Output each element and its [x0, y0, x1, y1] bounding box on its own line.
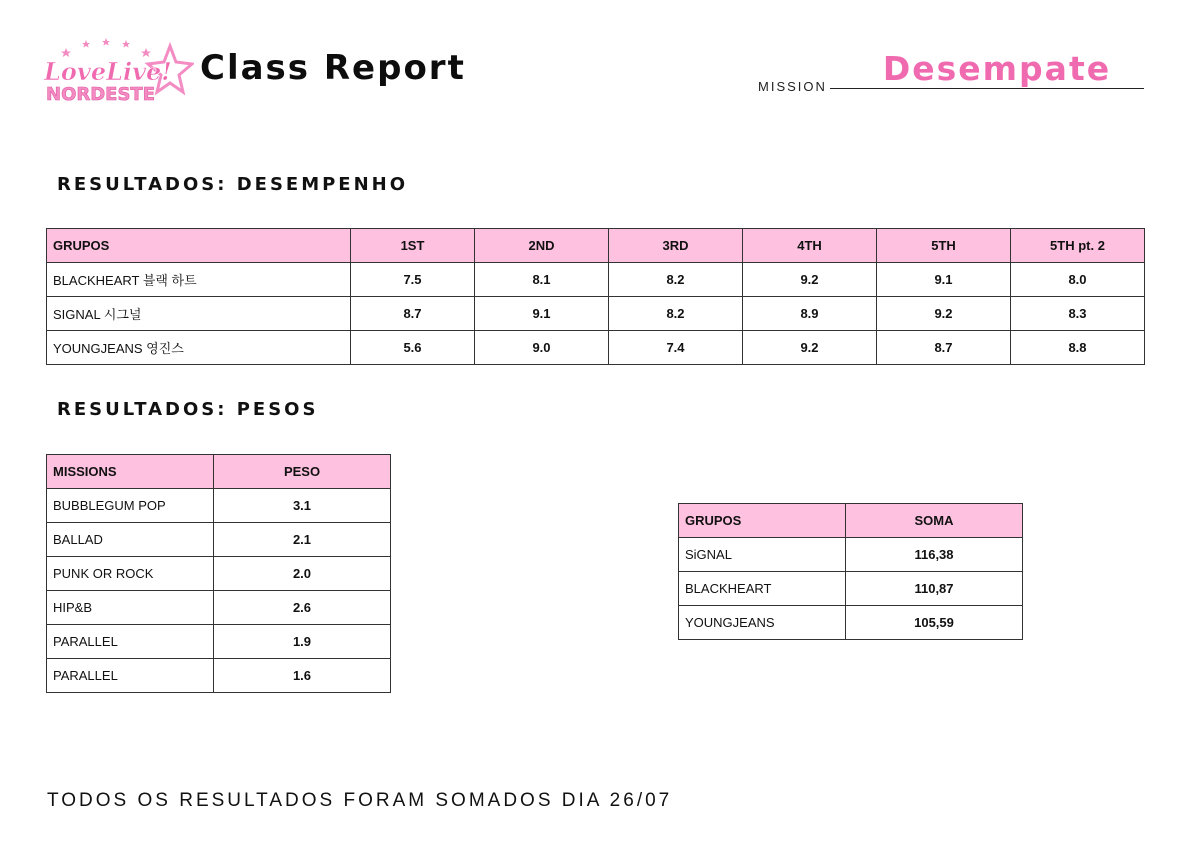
column-header: 3RD: [609, 229, 743, 263]
column-header: 1ST: [351, 229, 475, 263]
score-cell: 8.2: [609, 297, 743, 331]
peso-cell: 1.9: [214, 625, 391, 659]
table-header-row: [47, 455, 391, 489]
score-cell: 8.0: [1011, 263, 1145, 297]
score-cell: 8.2: [609, 263, 743, 297]
page-title: Class Report: [200, 48, 466, 88]
score-cell: 8.7: [351, 297, 475, 331]
score-cell: 8.8: [1011, 331, 1145, 365]
star-icon: [61, 48, 71, 57]
column-header: SOMA: [846, 504, 1023, 538]
table-row: [679, 538, 1023, 572]
column-header: 5TH pt. 2: [1011, 229, 1145, 263]
peso-cell: 2.1: [214, 523, 391, 557]
group-name: SiGNAL: [679, 538, 846, 572]
column-header: GRUPOS: [47, 229, 351, 263]
score-cell: 7.5: [351, 263, 475, 297]
table-row: [47, 263, 1145, 297]
table-row: [47, 523, 391, 557]
star-icon: [122, 40, 130, 48]
lovelive-nordeste-logo: [42, 34, 194, 104]
group-name: YOUNGJEANS: [679, 606, 846, 640]
logo-line1: LoveLive!: [44, 57, 172, 86]
mission-name: PARALLEL: [47, 659, 214, 693]
table-header-row: [47, 229, 1145, 263]
mission-name: HIP&B: [47, 591, 214, 625]
score-cell: 9.2: [743, 331, 877, 365]
star-icon: [82, 40, 90, 48]
peso-cell: 2.6: [214, 591, 391, 625]
table-header-row: [679, 504, 1023, 538]
logo-line2: NORDESTE: [46, 84, 156, 104]
score-cell: 9.1: [475, 297, 609, 331]
column-header: MISSIONS: [47, 455, 214, 489]
column-header: 4TH: [743, 229, 877, 263]
score-cell: 9.2: [743, 263, 877, 297]
score-cell: 5.6: [351, 331, 475, 365]
table-row: [47, 591, 391, 625]
table-row: [47, 557, 391, 591]
mission-name: PUNK OR ROCK: [47, 557, 214, 591]
star-icon: [141, 48, 151, 57]
mission-name: BALLAD: [47, 523, 214, 557]
group-name: BLACKHEART 블랙 하트: [47, 263, 351, 297]
score-cell: 9.2: [877, 297, 1011, 331]
score-cell: 8.7: [877, 331, 1011, 365]
pesos-table: [46, 454, 391, 693]
section-heading-pesos: RESULTADOS: PESOS: [57, 399, 319, 420]
peso-cell: 3.1: [214, 489, 391, 523]
score-cell: 8.3: [1011, 297, 1145, 331]
mission-value: Desempate: [882, 49, 1112, 88]
soma-cell: 105,59: [846, 606, 1023, 640]
group-name: YOUNGJEANS 영진스: [47, 331, 351, 365]
column-header: GRUPOS: [679, 504, 846, 538]
soma-table: [678, 503, 1023, 640]
desempenho-table: [46, 228, 1145, 365]
soma-cell: 116,38: [846, 538, 1023, 572]
footer-note: TODOS OS RESULTADOS FORAM SOMADOS DIA 26/07: [47, 790, 673, 811]
soma-cell: 110,87: [846, 572, 1023, 606]
mission-name: PARALLEL: [47, 625, 214, 659]
section-heading-desempenho: RESULTADOS: DESEMPENHO: [57, 174, 409, 195]
score-cell: 9.1: [877, 263, 1011, 297]
mission-name: BUBBLEGUM POP: [47, 489, 214, 523]
score-cell: 8.1: [475, 263, 609, 297]
table-row: [679, 606, 1023, 640]
table-row: [47, 625, 391, 659]
table-row: [679, 572, 1023, 606]
score-cell: 8.9: [743, 297, 877, 331]
column-header: PESO: [214, 455, 391, 489]
table-row: [47, 297, 1145, 331]
table-row: [47, 331, 1145, 365]
score-cell: 7.4: [609, 331, 743, 365]
table-row: [47, 489, 391, 523]
group-name: SIGNAL 시그널: [47, 297, 351, 331]
column-header: 5TH: [877, 229, 1011, 263]
peso-cell: 1.6: [214, 659, 391, 693]
peso-cell: 2.0: [214, 557, 391, 591]
mission-label: MISSION: [758, 79, 827, 94]
star-icon: [102, 38, 110, 46]
column-header: 2ND: [475, 229, 609, 263]
table-row: [47, 659, 391, 693]
score-cell: 9.0: [475, 331, 609, 365]
group-name: BLACKHEART: [679, 572, 846, 606]
mission-underline: [830, 88, 1144, 89]
